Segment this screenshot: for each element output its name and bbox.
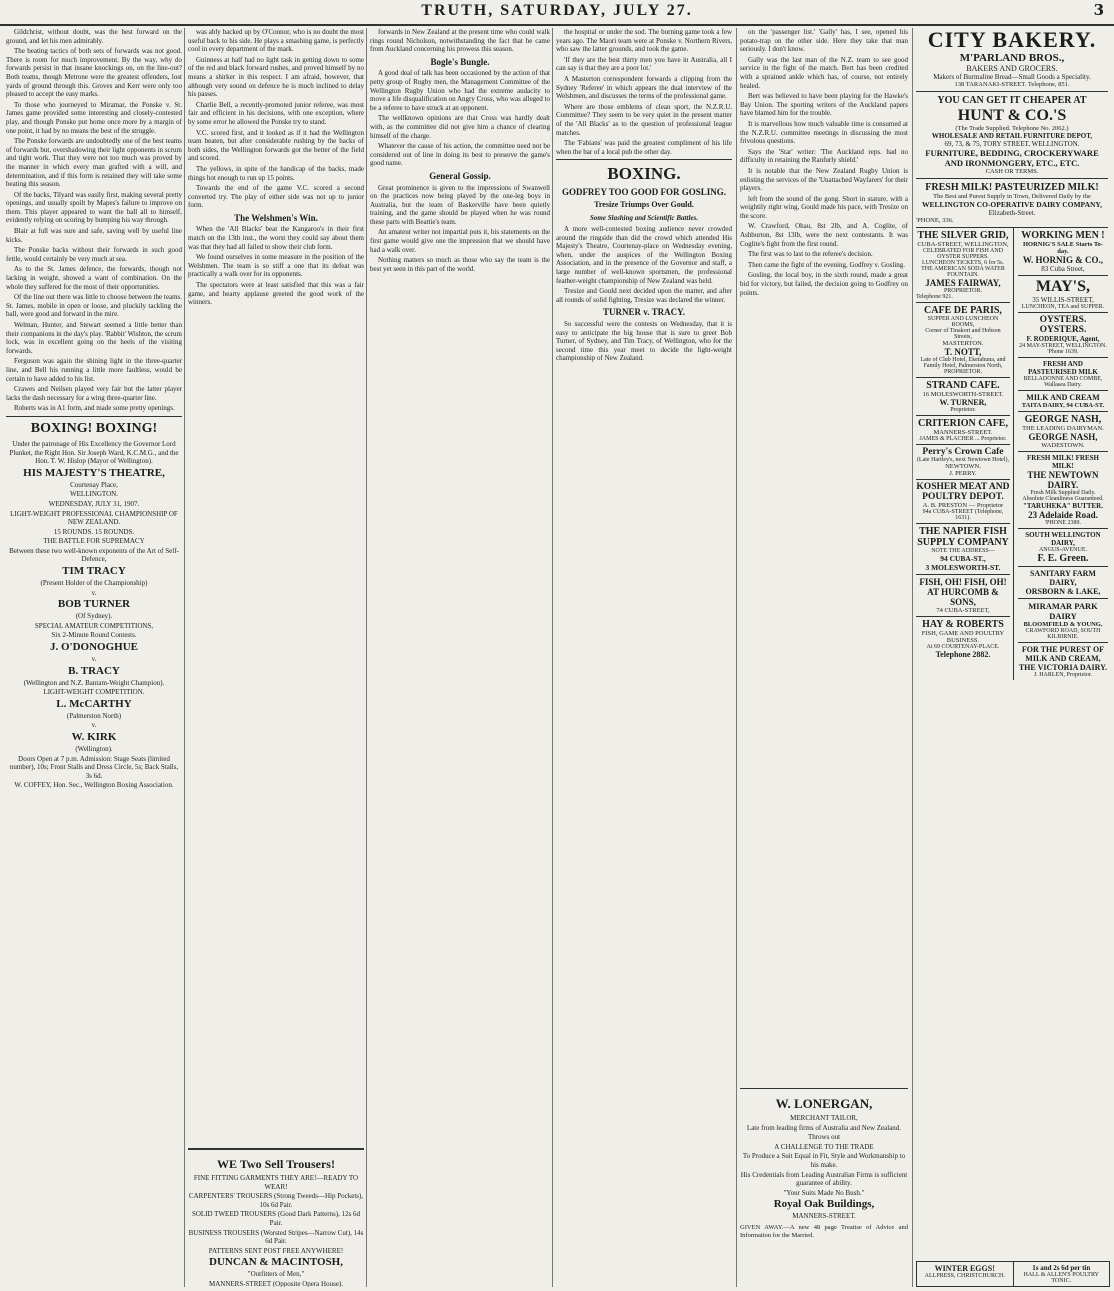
fish-addr: 74 CUBA-STREET, [936, 607, 990, 614]
fish-title: FISH, OH! FISH, OH! [919, 577, 1007, 587]
paragraph: A Masterton correspondent forwards a clipping from the Sydney 'Referee' in which appears the dual interview of the Welshmen, and discusses the terms of the professional game. [556, 74, 732, 101]
boxing-ad-body [6, 440, 182, 790]
oysters-addr: 24 MAY-STREET, WELLINGTON. [1019, 343, 1107, 349]
nash-line: THE LEADING DAIRYMAN. [1022, 425, 1104, 432]
trousers-ad-line: SOLID TWEED TROUSERS (Good Dark Patterns), 12s 6d Pair. [191, 1210, 361, 1227]
paragraph: Says the 'Star' writer: 'The Auckland reps. had no difficulty in retaining the Ranfurly shield.' [740, 147, 908, 165]
lonergan-title: W. LONERGAN, [775, 1096, 873, 1111]
column-2-text [188, 28, 364, 210]
column-rule [736, 28, 737, 1287]
city-bakery-sub: M'PARLAND BROS., [959, 52, 1065, 64]
cafe-paris-prop: T. NOTT, [944, 347, 982, 357]
mays-title: MAY'S, [1035, 278, 1091, 295]
paragraph: Tresize and Gould next decided upon the matter, and after all rounds of solid fighting, Tresize was declared the winner. [556, 287, 732, 304]
paragraph: was ably backed up by O'Connor, who is no doubt the most useful back to his side. He plays a smashing game, is perfectly cool in every department of the mark. [188, 28, 364, 54]
boxing-ad-line: (Present Holder of the Championship) [40, 579, 148, 588]
paragraph: A more well-contested boxing audience never crowded around the ringside than did the crowd which attended His Majesty's Theatre, Courtenay-place on Wednesday evening, when, under the auspices of the Wellington Boxing Association, and in the presence of the Governor and staff, a large number of well-known sportsmen, the professional feather-weight championship of New Zealand was held. [556, 225, 732, 285]
south-name: F. E. Green. [1037, 553, 1089, 564]
trousers-ad-line: CARPENTERS' TROUSERS (Strong Tweeds—Hip Pockets), 10s 6d Pair. [188, 1192, 364, 1209]
hunt-line2: WHOLESALE AND RETAIL FURNITURE DEPOT, [931, 132, 1093, 140]
lonergan-line: To Produce a Suit Equal in Fit, Style and Workmanship to his make. [742, 1152, 906, 1169]
boxing-ad-line: WEDNESDAY, JULY 31, 1907. [48, 499, 140, 508]
boxing-ad-line: W. COFFEY, Hon. Sec., Wellington Boxing Association. [14, 781, 174, 790]
boxing-ad-title: BOXING! BOXING! [30, 420, 158, 436]
boxing-ad-line: THE BATTLE FOR SUPREMACY [43, 537, 145, 546]
boxing-ad-line: v. [91, 721, 97, 730]
silver-grid-prop2: PROPRIETOR. [943, 288, 983, 294]
boxing-subheading-2: Tresize Triumps Over Gould. [594, 199, 694, 209]
boxing-ad-line: W. KIRK [71, 731, 117, 743]
lonergan-line: Late from leading firms of Australia and New Zealand. [746, 1123, 902, 1132]
hunt-line: (The Trade Supplied. Telephone No. 2062.) [955, 125, 1069, 132]
column-1 [6, 28, 182, 1287]
boxing-ad-line: BOB TURNER [57, 598, 131, 611]
footer-notice: GIVEN AWAY.—A new 48 page Treatise of Advice and Information for the Married. [740, 1223, 908, 1239]
paragraph: Gosling, the local boy, in the sixth round, made a great bid for victory, but failed, the decision going to Godfrey on points. [740, 271, 908, 297]
column-rule [184, 28, 185, 1287]
hay-addr: At 69 COURTENAY-PLACE. [926, 644, 1000, 650]
paragraph: The first was to last to the referee's decision. [748, 250, 873, 259]
eggs-ad [916, 1261, 1110, 1287]
paragraph: The Ponske forwards are undoubtedly one of the best teams of forwards but, overshadowing their light opponents in scrum and tight work. That they were not too much was proved by the manner in which every man grafted with a will, and determination, and if this form is retained they will take some beating this season. [6, 137, 182, 189]
paragraph: When the 'All Blacks' beat the Kangaroo's in their first match on the 13th inst., the worst they could say about them was that they had all failed to show their club form. [188, 225, 364, 251]
boxing-ad-line: v. [91, 588, 97, 597]
boxing-ad-line: L. McCARTHY [56, 697, 132, 710]
milk-cream-title: MILK AND CREAM [1026, 393, 1100, 402]
city-bakery-sub2: BAKERS AND GROCERS. [966, 64, 1058, 73]
trousers-ad-line: BUSINESS TROUSERS (Worsted Stripes—Narrow Cut), 14s 6d Pair. [188, 1228, 364, 1246]
eggs-right2: HALL & ALLEN'S POULTRY TONIC. [1023, 1272, 1099, 1284]
column-1-text [6, 28, 182, 413]
boxing-ad-line: Doors Open at 7 p.m. Admission: Stage Seats (limited number), 10s; Front Stalls and Dress Circle, 5s; Back Stalls, 3s 6d. [9, 754, 179, 780]
paragraph: The 'Fabians' was paid the greatest compliment of his life when the bar of a local pub the other day. [556, 139, 732, 156]
fresh-pasteurised-title: FRESH AND PASTEURISED MILK [1028, 360, 1098, 376]
eggs-left2: ALLPRESS, CHRISTCHURCH. [924, 1273, 1005, 1279]
hay-tel: Telephone 2882. [935, 650, 991, 659]
welshmen-text [188, 225, 364, 306]
oysters-title: OYSTERS. OYSTERS. [1039, 315, 1087, 335]
column-3 [370, 28, 550, 1287]
criterion-prop: JAMES & PLACHER ... Proprietor. [919, 436, 1007, 442]
boxing-ad-line: B. TRACY [68, 664, 120, 677]
miramar-name: BLOOMFIELD & YOUNG, [1023, 621, 1103, 628]
column-4 [556, 28, 732, 1287]
nash-title: GEORGE NASH, [1024, 414, 1102, 425]
newtown-phone: 'PHONE 2389. [1044, 520, 1082, 526]
lonergan-line: Throws out [807, 1133, 841, 1142]
milk-line: The Best and Purest Supply in Town, Delivered Daily by the [933, 193, 1091, 200]
boxing-ad-line: HIS MAJESTY'S THEATRE, [23, 466, 165, 479]
silver-grid-line2: LUNCHEON TICKETS, 6 for 5s. [922, 260, 1004, 266]
welshmen-heading: The Welshmen's Win. [234, 212, 318, 223]
silver-grid-line: CELEBRATED FOR FISH AND OYSTER SUPPERS. [922, 248, 1004, 260]
column-2 [188, 28, 364, 1287]
city-bakery-ad [916, 28, 1108, 92]
hunt-head: YOU CAN GET IT CHEAPER AT [937, 95, 1087, 106]
masthead-title: TRUTH, SATURDAY, JULY 27. [421, 2, 693, 19]
newtown-line2: Absolute Cleanliness Guaranteed. [1022, 496, 1104, 502]
ad-subcolumn-right [1018, 228, 1108, 680]
eggs-right: 1s and 2s 6d per tin [1032, 1264, 1091, 1272]
silver-grid-addr: CUBA-STREET, WELLINGTON, [917, 241, 1009, 248]
south-title: SOUTH WELLINGTON DAIRY, [1025, 531, 1101, 547]
paragraph: Where are those emblems of clean sport, the N.Z.R.U. Committee? They seem to be very quiet in the present matter of the 'All Blacks' as to the question of professional league matches. [556, 102, 732, 137]
boxing-ad-line: Under the patronage of His Excellency the Governor Lord Plunket, the Right Hon. Sir Joseph Ward, K.C.M.G., and the Hon. T. W. Hislop (Mayor of Wellington). [9, 439, 179, 466]
kosher-title: KOSHER MEAT AND POULTRY DEPOT. [916, 482, 1010, 502]
oysters-prop: F. RODERIQUE, Agent, [1026, 335, 1100, 343]
bungle-heading: Bogle's Bungle. [430, 56, 490, 67]
miramar-addr: CRAWFORD ROAD, SOUTH KILBIRNIE. [1025, 628, 1101, 640]
hunt-addr: 69, 73, & 75, TORY STREET, WELLINGTON. [944, 140, 1080, 148]
perrys-line: (Late Hartley's, next Newtown Hotel), [916, 457, 1009, 463]
boxing-ad-line: J. O'DONOGHUE [49, 641, 138, 654]
perrys-prop: J. PERRY. [949, 470, 977, 477]
lonergan-body [740, 1114, 908, 1221]
newtown-addr: 23 Adelaide Road. [1028, 510, 1098, 520]
newtown-line: Fresh Milk Supplied Daily. [1030, 490, 1096, 496]
paragraph: left from the sound of the gong. Short in stature, with a weightily right wing, Gould made his pace, with Tresize on the score. [740, 194, 908, 220]
boxing-ad-line: Six 2-Minute Round Contests. [51, 631, 137, 640]
paragraph: So successful were the contests on Wednesday, that it is easy to anticipate the big house that is sure to greet Bob Turner, of Sydney, and Tim Tracy, of Wellington, who for the second time this year meet to decide the light-weight championship of New Zealand. [556, 320, 732, 363]
ad-subcolumn-left [916, 228, 1014, 680]
paragraph: As to the St. James defence, the forwards, though not lacking in weight, showed a want of combination. On the whole they suffered for the most of their opportunities. [6, 265, 182, 291]
paragraph: We found ourselves in some measure in the position of the Welshmen. The team is so stiff a one that its defeat was practically a walk over for its opponents. [188, 253, 364, 279]
bungle-text [370, 69, 550, 168]
lonergan-line: A CHALLENGE TO THE TRADE [774, 1142, 874, 1151]
column-5-text-b [740, 195, 908, 298]
column-5-text [740, 28, 908, 193]
paragraph: forwards in New Zealand at the present time who could walk rings round Nicholson, notwithstanding the fact that he came from Auckland concerning his prowess this season. [370, 28, 550, 54]
gossip-text [370, 184, 550, 274]
oysters-phone: 'Phone 1639. [1047, 349, 1079, 355]
city-bakery-line: Makers of Burmaline Bread—Small Goods a Speciality. [933, 73, 1091, 81]
paragraph: Gally was the last man of the N.Z. team to see good service in the fight of the match. Bert has been credited with a sprained ankle which has, of course, not entirely healed. [740, 55, 908, 90]
criterion-title: CRITERION CAFE, [917, 418, 1008, 429]
hunt-name: HUNT & CO.'S [957, 107, 1067, 124]
paragraph: Welman, Hunter, and Stewart seemed a little better than their companions in the day's play. 'Rabbit' Wishton, the scrum lock, was in excellent going on the heels of the visiting forwards. [6, 321, 182, 355]
column-rule [366, 28, 367, 1287]
boxing-ad-line: TIM TRACY [62, 565, 126, 578]
lonergan-ad [740, 1088, 908, 1240]
trousers-ad [188, 1148, 364, 1287]
newtown-title: FRESH MILK! FRESH MILK! [1027, 454, 1099, 470]
paragraph: The yellows, in spite of the handicap of the backs, made things hot enough to run up 15 points. [188, 164, 364, 182]
paragraph: It is marvellous how much valuable time is consumed at the N.Z.R.U. committee meetings in discussing the most frivolous questions. [740, 119, 908, 146]
trousers-ad-line: DUNCAN & MACINTOSH, [209, 1256, 343, 1269]
paragraph: Charlie Bell, a recently-promoted junior referee, was most fair and efficient in his decisions, with one exception, where by some error he allowed the Ponske try to stand. [188, 100, 364, 126]
boxing-subheading-3: Some Slashing and Scientific Battles. [590, 213, 698, 222]
column-4-text [556, 28, 732, 156]
boxing-ad-line: LIGHT-WEIGHT COMPETITION. [43, 688, 145, 697]
column-3-text [370, 28, 550, 54]
nash-title2: GEORGE NASH, [1028, 432, 1098, 442]
silver-grid-title: THE SILVER GRID, [917, 230, 1009, 241]
silver-grid-prop: JAMES FAIRWAY, [925, 278, 1001, 288]
kosher-prop: A. B. PRESTON — Proprietor [922, 502, 1004, 509]
trousers-ad-title: WE Two Sell Trousers! [217, 1157, 335, 1171]
trousers-ad-line: MANNERS-STREET (Opposite Opera House). [208, 1279, 344, 1287]
purest-prop: J. HARLEN, Proprietor. [1033, 672, 1093, 678]
paragraph: Of the backs, Tilyard was easily first, making several pretty openings, and usually spoilt by Mapes's failure to improve on them. This player appeared to want the ball all to himself, evidently relying on scoring by bumping his way through. [6, 190, 182, 225]
trousers-ad-line: FINE FITTING GARMENTS THEY ARE!—READY TO WEAR! [193, 1174, 359, 1191]
paragraph: Blair at full was sure and safe, saving well by useful line kicks. [6, 227, 182, 244]
trousers-ad-line: PATTERNS SENT POST FREE ANYWHERE! [208, 1246, 344, 1255]
hunt-cash: CASH OR TERMS. [985, 168, 1039, 175]
sanitary-title: SANITARY FARM DAIRY, [1029, 569, 1096, 587]
purest-title: FOR THE PUREST OF [1021, 645, 1105, 654]
paragraph: 'If they are the best thirty men you have in Australia, all I can say is that they are a poor lot.' [556, 55, 732, 73]
paragraph: The beating tactics of both sets of forwards was not good. There is room for much improvement. By the way, why do forwards persist in that insane knockings on, on the line-out? Both teams, though Metrone were the greatest offenders, lost yards of ground through this. Groves and Kerr were only too pleased to accept the easy marks. [6, 47, 182, 99]
eggs-left: WINTER EGGS! [934, 1264, 995, 1273]
boxing-heading: BOXING. [607, 164, 681, 184]
kosher-addr: 94a CUBA-STREET (Telephone, 1631). [922, 509, 1004, 521]
boxing-ad-line: LIGHT-WEIGHT PROFESSIONAL CHAMPIONSHIP OF NEW ZEALAND. [10, 509, 178, 527]
fresh-pasteurised-addr: BELLADONNE AND COMBE, [1023, 376, 1103, 382]
milk-head: FRESH MILK! PASTEURIZED MILK! [925, 182, 1099, 193]
fish-prop: AT HURCOMB & SONS, [927, 587, 999, 607]
cafe-paris-prop2: Late of Club Hotel, Eketahuna, and Family Hotel, Palmerston North, [920, 357, 1006, 369]
paragraph: Then came the fight of the evening, Godfrey v. Gosling. [748, 260, 906, 269]
trousers-ad-line: "Outfitters of Men," [247, 1270, 305, 1279]
criterion-addr: MANNERS-STREET. [933, 429, 993, 436]
paragraph: Of the line out there was little to choose between the teams. St. James, mobile in open or loose, and pluckily tackling the ball, were good and forward in the mire. [6, 293, 182, 319]
perrys-title: Perry's Crown Cafe [922, 447, 1004, 457]
milk-name: WELLINGTON CO-OPERATIVE DAIRY COMPANY, [921, 200, 1103, 209]
paragraph: Great prominence is given to the impressions of Swanwell on the practices now being played by the one-leg boys in Australia, but the team of Baskerville have been quietly training, and the game should be played when he was round these parts with Beattie's team. [370, 183, 550, 226]
paragraph: Roberts was in A1 form, and made some pretty openings. [14, 404, 175, 413]
milk-phone: 'PHONE, 336. [916, 217, 954, 224]
boxing-ad-line: (Palmerston North) [66, 711, 122, 720]
hunt-ad [916, 92, 1108, 179]
mays-addr: 35 WILLIS-STREET, [1032, 296, 1094, 304]
cafe-paris-line2: MASTERTON. [942, 340, 984, 347]
paragraph: An amateur writer not impartial puts it, his statements on the first game would give one the impression that we should have had a walk over. [370, 228, 550, 254]
boxing-ad-line: v. [91, 655, 97, 664]
paragraph: The wellknown opinions are that Cross was hardly dealt with, as the committee did not give him a chance of clearing himself of the charge. [370, 114, 550, 140]
silver-grid-tel: Telephone 921. [916, 294, 953, 300]
perrys-addr: NEWTOWN. [945, 463, 981, 470]
boxing-subheading: GODFREY TOO GOOD FOR GOSLING. [561, 187, 727, 198]
boxing-ad-line: 15 ROUNDS. 15 ROUNDS. [53, 527, 135, 536]
gossip-heading: General Gossip. [429, 170, 491, 181]
boxing-ad-line: (Wellington and N.Z. Bantam-Weight Champion). [23, 678, 165, 687]
napier-addr: 94 CUBA-ST., [940, 554, 986, 563]
column-rule [912, 28, 913, 1287]
newtown-name2: "TARUHEKA" BUTTER. [1022, 502, 1103, 510]
nash-line2: WADESTOWN. [1041, 442, 1085, 449]
paragraph: the hospital or under the sod. The burning game took a few years ago. The Maori team were at Ponske v. Northern Rivers, who saw the latter grounds, and took the game. [556, 28, 732, 54]
boxing-ad-line: (Of Sydney). [75, 612, 113, 621]
ad-column [916, 28, 1108, 1287]
paragraph: The spectators were at least satisfied that this was a fair game, and hearty applause greeted the good work of the winners. [188, 281, 364, 307]
lonergan-line: MERCHANT TAILOR, [790, 1114, 858, 1122]
paragraph: To those who journeyed to Miramar, the Ponske v. St. James game provided some interesting and closely-contested play, and though Ponske put home once more by a margin of one point, it had by no means the best of the struggle. [6, 100, 182, 135]
purest-title2: MILK AND CREAM, [1025, 654, 1101, 663]
purest-name: THE VICTORIA DAIRY. [1018, 663, 1108, 672]
milk-cream-line: TAITA DAIRY, 94 CUBA-ST. [1021, 402, 1105, 409]
working-title: WORKING MEN ! [1021, 230, 1105, 241]
column-rule [552, 28, 553, 1287]
paragraph: V.C. scored first, and it looked as if it had the Wellington team beaten, but after considerable rushing by the backs of both sides, the Wellington forwards got the better of the field and scored. [188, 128, 364, 163]
paragraph: Gildchrist, without doubt, was the best forward on the ground, and let his men admirably. [6, 28, 182, 45]
napier-note: NOTE THE ADDRESS— [931, 548, 995, 554]
cafe-paris-title: CAFE DE PARIS, [924, 305, 1002, 316]
hunt-line3: FURNITURE, BEDDING, CROCKERYWARE AND IRONMONGERY, ETC., ETC. [925, 148, 1099, 168]
paragraph: Nothing matters so much as those who say the team is the best yet seen in this part of the world. [370, 256, 550, 273]
hay-title: HAY & ROBERTS [922, 619, 1004, 630]
cafe-paris-addr: Corner of Tinakori and Hobson Streets, [925, 328, 1001, 340]
lonergan-line: "Your Suits Made No Bush." [783, 1188, 865, 1197]
boxing-ad-line: (Wellington). [75, 745, 113, 753]
bout-text [556, 320, 732, 363]
napier-title: THE NAPIER FISH SUPPLY COMPANY [917, 526, 1009, 548]
paragraph: The Ponske backs without their forwards in such good fettle, would certainly be very much at sea. [6, 246, 182, 263]
hay-line: FISH, GAME AND POULTRY BUSINESS. [921, 630, 1005, 644]
boxing-text [556, 225, 732, 304]
city-bakery-title: CITY BAKERY. [927, 27, 1097, 52]
mays-line: LUNCHEON, TEA and SUPPER. [1021, 304, 1105, 310]
strand-prop2: Proprietor. [950, 407, 976, 413]
paragraph: W. Crawford, Ohau, 8st 2lb, and A. Coglite, of Ashburton, 8st 13lb, were the next contestants. It was Coglite's fight from the first round. [740, 222, 908, 248]
cafe-paris-line: SUPPER AND LUNCHEON ROOMS, [927, 316, 999, 328]
milk-addr: Elizabeth-Street. [988, 209, 1036, 217]
working-name: W. HORNIG & CO., [1022, 255, 1104, 265]
paragraph: on the 'passenger list.' 'Gally' has, I see, opened his potato-trap on the other side. Here they take that man seriously. I don't know. [740, 28, 908, 54]
strand-addr: 16 MOLESWORTH-STREET. [922, 391, 1004, 398]
paragraph: Crawes and Neilsen played very fair but the latter player lacks the dash necessary for a wing three-quarter line. [6, 385, 182, 402]
paragraph: Guinness at half had no light task in getting down to some of the red and black forward rushes, and proved himself by no means a shirker in this respect. I am afraid, however, that although very sound on defence he is much inclined to delay his passes. [188, 55, 364, 99]
lonergan-line: MANNERS-STREET. [792, 1212, 856, 1221]
masthead [0, 0, 1114, 26]
strand-title: STRAND CAFE. [926, 380, 1000, 391]
page-number: 3 [1093, 1, 1104, 19]
paragraph: It is notable that the New Zealand Rugby Union is enlisting the services of the 'Unattached Wayfarers' for their players. [740, 166, 908, 193]
lonergan-line: His Credentials from Leading Australian Firms is sufficient guarantee of ability. [740, 1170, 908, 1188]
paragraph: A good deal of talk has been occasioned by the action of that petty group of Rugby men, the Management Committee of the Wellington Rugby Union who had the extreme audacity to move a life disqualification on Angry Cross, who was alleged to be a referee to have struck at an opponent. [370, 69, 550, 112]
column-5 [740, 28, 908, 1287]
paragraph: Bert was believed to have been playing for the Hawke's Bay Union. The sporting writers of the Auckland papers have blamed him for the trouble. [740, 92, 908, 118]
south-addr: ANGUS-AVENUE. [1038, 547, 1087, 553]
miramar-title: MIRAMAR PARK DAIRY [1028, 601, 1098, 621]
boxing-ad-line: Between these two well-known exponents of the Art of Self-Defence, [9, 546, 179, 564]
boxing-ad-line: Courtenay Place, [70, 480, 118, 489]
city-bakery-addr: 138 TARANAKI-STREET. Telephone, 851. [954, 81, 1070, 88]
milk-ad [916, 179, 1108, 228]
newtown-name: THE NEWTOWN DAIRY. [1027, 470, 1099, 490]
boxing-ad-line: SPECIAL AMATEUR COMPETITIONS, [34, 621, 154, 630]
boxing-ad-line: WELLINGTON. [70, 490, 118, 499]
paragraph: Whatever the cause of his action, the committee need not be considered out of line in doing its best to preserve the game's good name. [370, 142, 550, 168]
paragraph: Towards the end of the game V.C. scored a second converted try. The play of either side was not up to junior form. [188, 184, 364, 210]
working-addr: 83 Cuba Street, [1041, 265, 1085, 273]
sanitary-name: ORSBORN & LAKE, [1025, 587, 1101, 596]
silver-grid-line3: THE AMERICAN SODA WATER FOUNTAIN. [921, 266, 1005, 278]
working-sub: HORNIG'S SALE Starts To-day. [1022, 241, 1103, 255]
lonergan-line: Royal Oak Buildings, [773, 1198, 875, 1211]
trousers-ad-body [188, 1174, 364, 1287]
napier-addr2: 3 MOLESWORTH-ST. [925, 563, 1001, 572]
bout-heading: TURNER v. TRACY. [602, 307, 686, 318]
paragraph: Ferguson was again the shining light in the three-quarter line, and Bell his running a little more faultless, would be certain to have added to his list. [6, 357, 182, 383]
strand-prop: W. TURNER, [939, 398, 987, 407]
fresh-pasteurised-line: Wallasea Dairy. [1044, 382, 1082, 388]
ad-subcolumns [916, 228, 1108, 680]
cafe-paris-prop3: PROPRIETOR. [943, 369, 983, 375]
